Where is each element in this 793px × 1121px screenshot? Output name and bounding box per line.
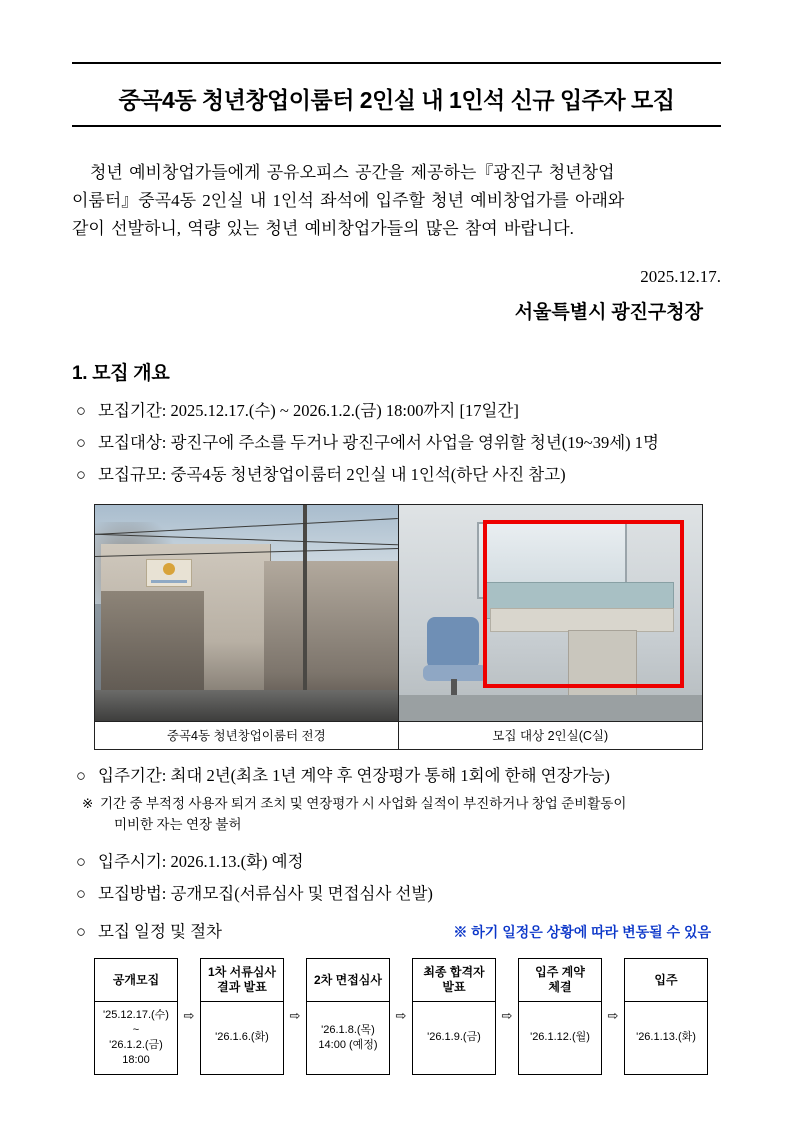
- title-divider: [72, 125, 721, 127]
- photo-figure: [94, 504, 703, 750]
- section-heading-1: 1. 모집 개요: [72, 363, 170, 385]
- bullet-marker: ○: [76, 765, 86, 785]
- caption-interior: 모집 대상 2인실(C실): [399, 721, 703, 749]
- schedule-flow-chart: [94, 958, 721, 1074]
- list-item: [72, 760, 721, 792]
- note-line-2: 미비한 자는 연장 불허: [114, 816, 242, 832]
- photo-cell-exterior: [95, 505, 399, 721]
- interior-photo: [399, 505, 703, 721]
- chair-back: [427, 617, 479, 669]
- schedule-label-text: 모집 일정 및 절차: [98, 922, 222, 942]
- office-chair: [423, 617, 490, 703]
- list-item-text: 모집방법: 공개모집(서류심사 및 면접심사 선발): [98, 883, 433, 903]
- list-item-text: 모집기간: 2025.12.17.(수) ~ 2026.1.2.(금) 18:00까지 [17일간]: [98, 401, 519, 421]
- highlight-box: [483, 520, 683, 688]
- floor-region: [399, 695, 703, 721]
- flow-step-title: 2차 면접심사: [307, 959, 389, 1002]
- bullet-marker: ○: [76, 433, 86, 453]
- list-item: [72, 427, 721, 459]
- caption-row: [95, 721, 702, 749]
- flow-step-title: 입주 계약 체결: [519, 959, 601, 1002]
- sign-text-bar: [151, 580, 187, 583]
- intro-line-1: 청년 예비창업가들에게 공유오피스 공간을 제공하는『광진구 청년창업: [90, 163, 615, 182]
- sign-emblem: [163, 563, 175, 575]
- list-item: [72, 395, 721, 427]
- bullet-marker: ○: [76, 922, 86, 942]
- flow-arrow-icon: ⇨: [395, 1008, 407, 1024]
- schedule-header: [72, 916, 721, 948]
- flow-step-date: '26.1.13.(화): [636, 1031, 696, 1044]
- exterior-photo: [95, 505, 398, 721]
- photo-row: [95, 505, 702, 721]
- issuer-name: 서울특별시 광진구청장: [514, 302, 703, 324]
- flow-arrow-icon: ⇨: [501, 1008, 513, 1024]
- flow-step-date: '26.1.12.(월): [530, 1031, 590, 1044]
- list-item: [72, 916, 222, 948]
- flow-step-5: [518, 958, 602, 1074]
- intro-paragraph: [72, 159, 721, 243]
- list-item-text: 입주시기: 2026.1.13.(화) 예정: [98, 851, 304, 871]
- flow-step-6: [624, 958, 708, 1074]
- flow-step-title: 공개모집: [95, 959, 177, 1002]
- issue-date: 2025.12.17.: [640, 267, 721, 287]
- flow-arrow-icon: ⇨: [289, 1008, 301, 1024]
- flow-step-1: [94, 958, 178, 1074]
- bullet-marker: ○: [76, 883, 86, 903]
- shop-sign-icon: [146, 559, 192, 587]
- list-item: [72, 878, 721, 910]
- list-item: [72, 846, 721, 878]
- flow-step-date: '26.1.6.(화): [215, 1031, 269, 1044]
- utility-pole: [303, 505, 307, 721]
- caption-exterior: 중곡4동 청년창업이룸터 전경: [95, 721, 399, 749]
- intro-line-2: 이룸터』중곡4동 2인실 내 1인석 좌석에 입주할 청년 예비창업가를 아래와: [72, 191, 625, 211]
- flow-step-title: 입주: [625, 959, 707, 1002]
- flow-step-4: [412, 958, 496, 1074]
- list-item-text: 모집규모: 중곡4동 청년창업이룸터 2인실 내 1인석(하단 사진 참고): [98, 465, 566, 485]
- flow-step-date: '26.1.9.(금): [427, 1031, 481, 1044]
- note-line-1: 기간 중 부적정 사용자 퇴거 조치 및 연장평가 시 사업화 실적이 부진하거나 창업 준비활동이: [100, 795, 627, 811]
- road-region: [95, 690, 398, 720]
- flow-step-date: '25.12.17.(수) ~ '26.1.2.(금) 18:00: [103, 1009, 169, 1066]
- list-item-text: 입주기간: 최대 2년(최초 1년 계약 후 연장평가 통해 1회에 한해 연장가능): [98, 765, 610, 785]
- flow-arrow-icon: ⇨: [607, 1008, 619, 1024]
- schedule-note: ※ 하기 일정은 상황에 따라 변동될 수 있음: [453, 924, 711, 941]
- recruit-terms-list: [72, 760, 721, 792]
- bullet-marker: ○: [76, 401, 86, 421]
- recruit-terms-list-2: [72, 846, 721, 910]
- page-title: 중곡4동 청년창업이룸터 2인실 내 1인석 신규 입주자 모집: [118, 87, 675, 113]
- terms-note: [72, 794, 721, 836]
- schedule-label-list: [72, 916, 222, 948]
- flow-step-title: 1차 서류심사 결과 발표: [201, 959, 283, 1002]
- bullet-marker: ○: [76, 465, 86, 485]
- flow-step-date: '26.1.8.(목) 14:00 (예정): [318, 1024, 378, 1051]
- note-marker: ※: [82, 795, 94, 811]
- title-block: [72, 62, 721, 127]
- recruit-overview-list: [72, 395, 721, 492]
- list-item-text: 모집대상: 광진구에 주소를 두거나 광진구에서 사업을 영위할 청년(19~39세) 1명: [98, 433, 659, 453]
- list-item: [72, 459, 721, 491]
- flow-arrow-icon: ⇨: [183, 1008, 195, 1024]
- flow-step-3: [306, 958, 390, 1074]
- photo-cell-interior: [399, 505, 703, 721]
- bullet-marker: ○: [76, 851, 86, 871]
- flow-step-2: [200, 958, 284, 1074]
- flow-step-title: 최종 합격자 발표: [413, 959, 495, 1002]
- intro-line-3: 같이 선발하니, 역량 있는 청년 예비창업가들의 많은 참여 바랍니다.: [72, 219, 574, 239]
